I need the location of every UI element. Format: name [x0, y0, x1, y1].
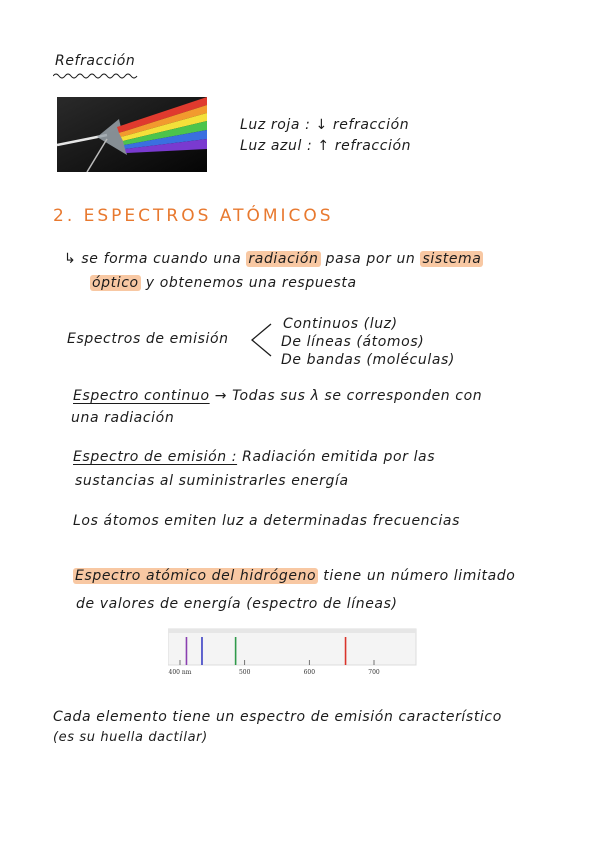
spectrum-tick-label: 600: [303, 669, 316, 676]
title-wavy-underline: [53, 72, 139, 80]
highlight-optico: óptico: [92, 275, 139, 291]
atoms-line: Los átomos emiten luz a determinadas frecuencias: [73, 513, 461, 529]
continuo-line-2: una radiación: [71, 410, 175, 426]
emision-definition: Radiación emitida por las: [242, 449, 436, 465]
emission-option-lineas: De líneas (átomos): [281, 334, 425, 350]
hydrogen-text: tiene un número limitado: [323, 568, 516, 584]
prism-image: [57, 97, 207, 172]
luz-roja-note: Luz roja : ↓ refracción: [240, 117, 410, 133]
luz-azul-note: Luz azul : ↑ refracción: [240, 138, 412, 154]
definition-line-1: [64, 251, 483, 267]
page-title: Refracción: [55, 53, 136, 69]
arrow-glyph: ↳: [64, 251, 77, 267]
closing-line-2: (es su huella dactilar): [53, 730, 208, 745]
definition-text-2: pasa por un: [325, 251, 416, 267]
hydrogen-spectrum: [168, 627, 418, 685]
definition-text-3: y obtenemos una respuesta: [145, 275, 357, 291]
emision-line-2: sustancias al suministrarles energía: [75, 473, 349, 489]
branch-brace: [249, 322, 273, 358]
emission-label: Espectros de emisión: [67, 331, 229, 347]
highlight-hydrogen: Espectro atómico del hidrógeno: [75, 568, 317, 584]
spectrum-tick-label: 400 nm: [168, 669, 192, 676]
emision-term: Espectro de emisión :: [73, 449, 238, 465]
spectrum-tick-label: 500: [238, 669, 251, 676]
emission-option-continuos: Continuos (luz): [283, 316, 398, 332]
continuo-term: Espectro continuo: [73, 388, 210, 404]
hydrogen-line-2: de valores de energía (espectro de líneas): [76, 596, 398, 612]
definition-line-2: [90, 275, 357, 291]
spectrum-tick-label: 700: [368, 669, 380, 676]
emision-line-1: [73, 449, 435, 465]
closing-line-1: Cada elemento tiene un espectro de emisión característico: [53, 709, 502, 725]
definition-text-1: se forma cuando una: [81, 251, 242, 267]
highlight-sistema: sistema: [422, 251, 482, 267]
emission-option-bandas: De bandas (moléculas): [281, 352, 455, 368]
continuo-definition: → Todas sus λ se corresponden con: [214, 388, 483, 404]
hydrogen-line-1: [73, 568, 515, 584]
highlight-radiacion: radiación: [248, 251, 319, 267]
section-heading: 2. ESPECTROS ATÓMICOS: [53, 206, 334, 226]
continuo-line-1: [73, 388, 482, 404]
